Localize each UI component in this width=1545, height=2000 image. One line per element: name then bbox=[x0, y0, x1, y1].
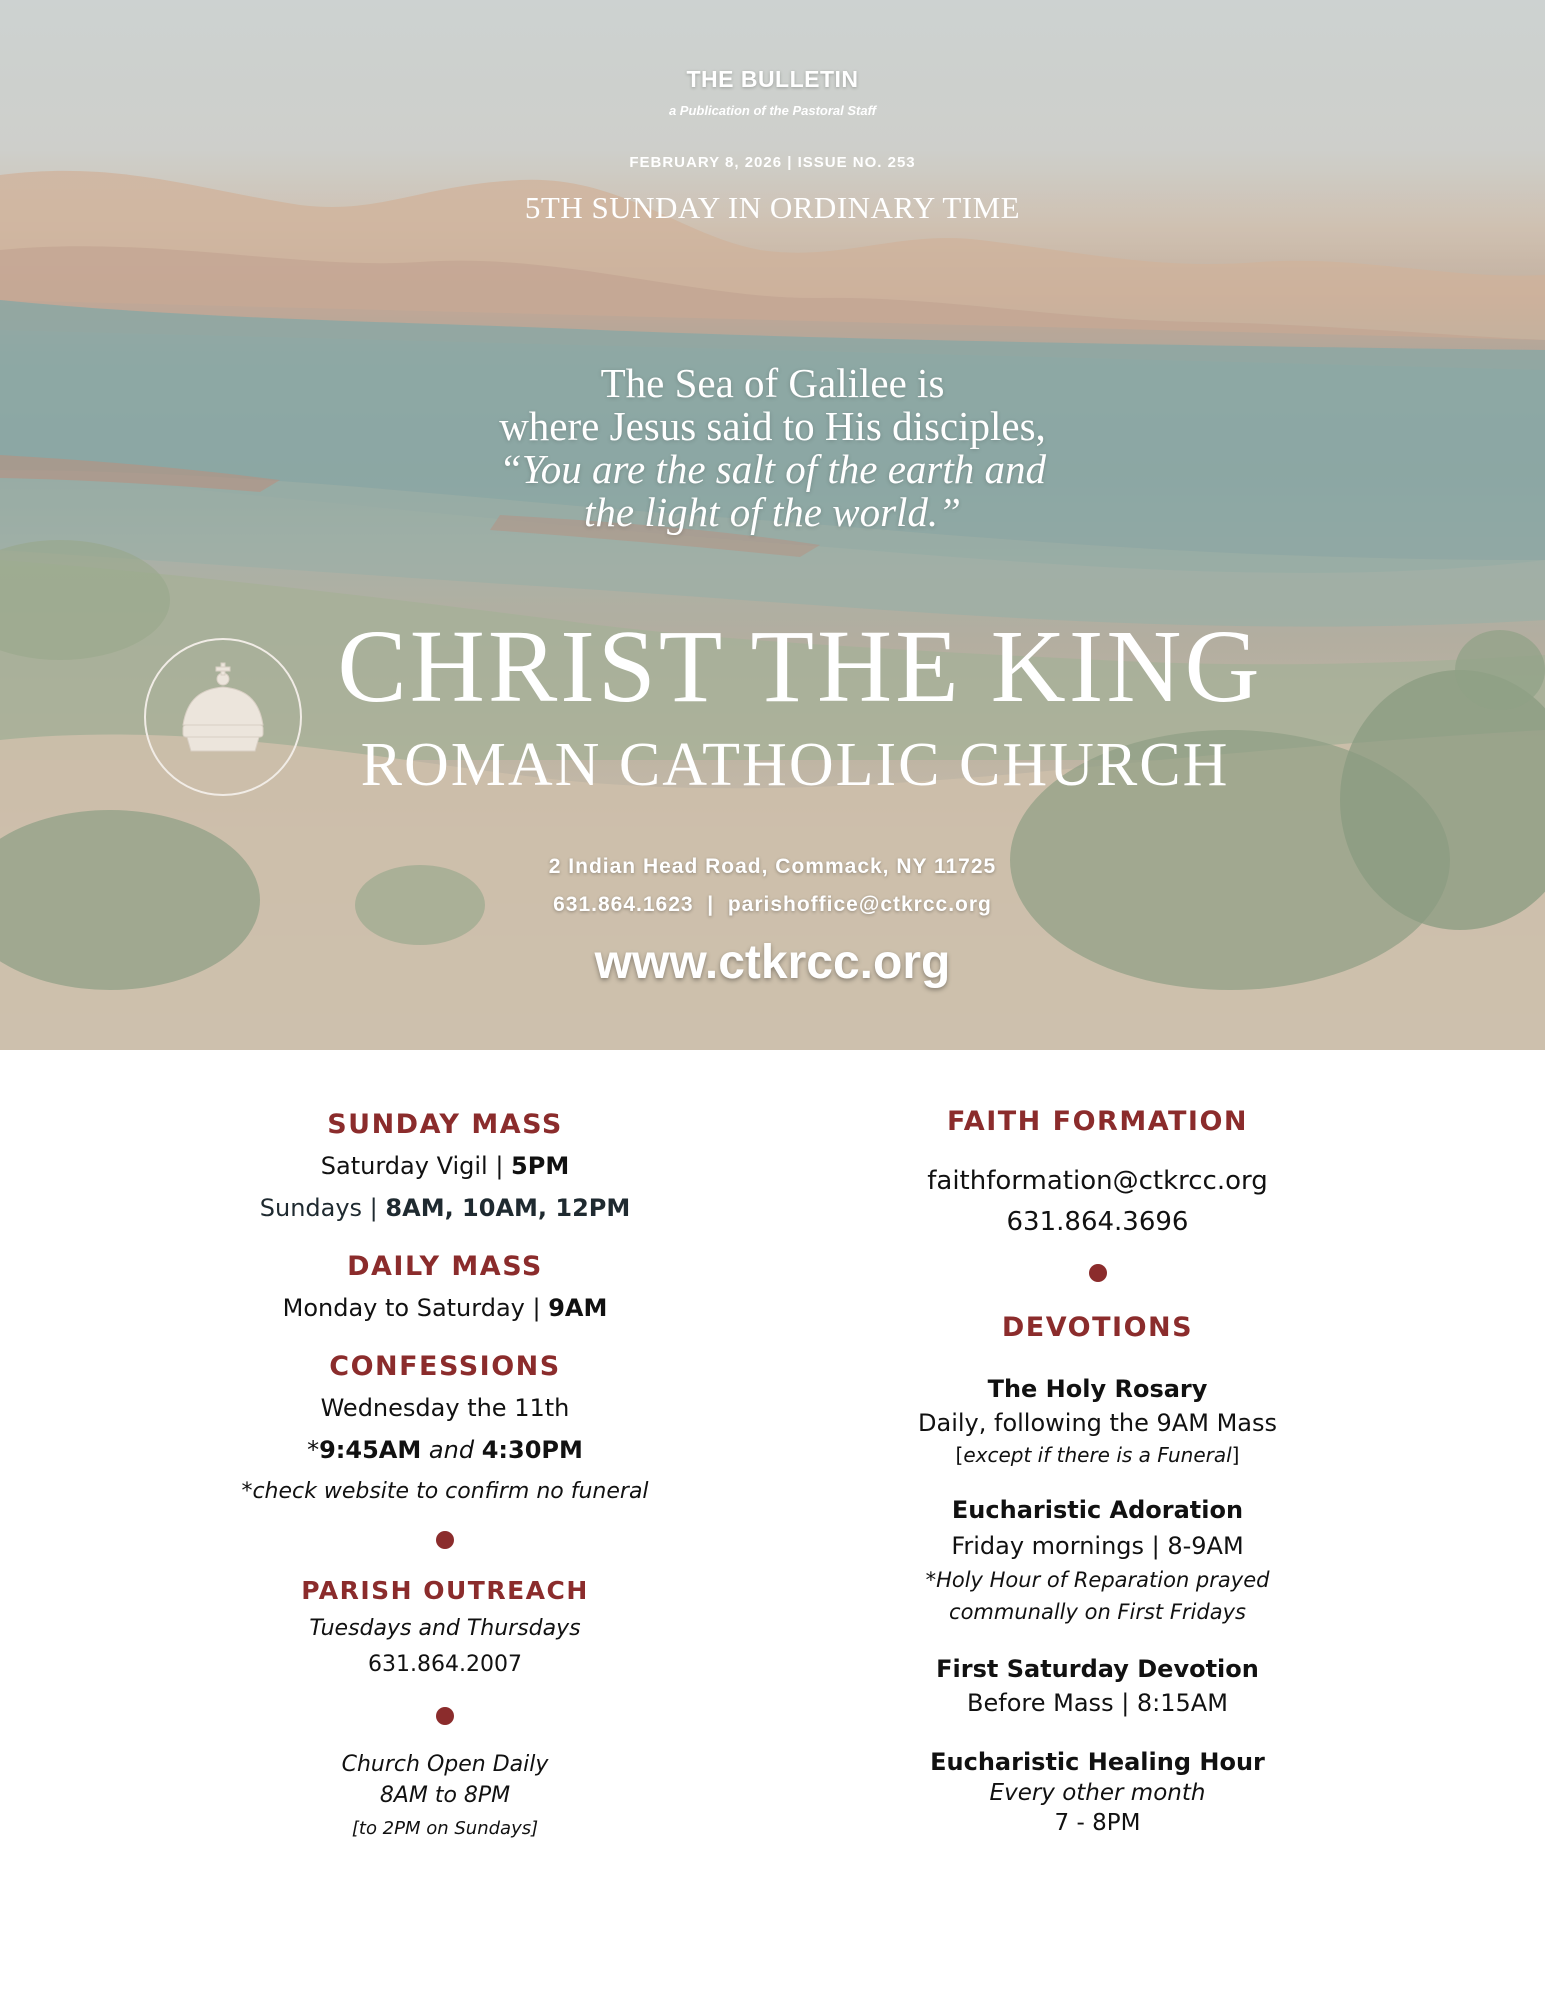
bulletin-title: THE BULLETIN bbox=[686, 66, 859, 92]
rosary-note-close: ] bbox=[1231, 1443, 1240, 1467]
quote-line-2: where Jesus said to His disciples, bbox=[499, 403, 1046, 449]
sunday-mass-heading: SUNDAY MASS bbox=[327, 1109, 563, 1140]
sundays-label: Sundays | bbox=[259, 1194, 378, 1222]
separator-dot-icon bbox=[436, 1707, 454, 1725]
liturgical-day: 5TH SUNDAY IN ORDINARY TIME bbox=[524, 190, 1021, 225]
left-column bbox=[200, 1105, 690, 1847]
first-saturday-schedule: Before Mass | 8:15AM bbox=[967, 1689, 1228, 1717]
church-name: CHRIST THE KING bbox=[337, 609, 1263, 724]
church-hours-line-2: 8AM to 8PM bbox=[379, 1783, 511, 1808]
right-column bbox=[850, 1102, 1345, 1838]
adoration-note-2: communally on First Fridays bbox=[949, 1600, 1246, 1624]
vigil-time: 5PM bbox=[511, 1152, 570, 1180]
outreach-phone: 631.864.2007 bbox=[368, 1652, 522, 1677]
church-website-link[interactable]: www.ctkrcc.org bbox=[594, 936, 951, 989]
rosary-title: The Holy Rosary bbox=[987, 1375, 1208, 1403]
separator-dot-icon bbox=[1089, 1264, 1107, 1282]
bulletin-subtitle: a Publication of the Pastoral Staff bbox=[668, 103, 877, 118]
sundays-times: 8AM, 10AM, 12PM bbox=[385, 1194, 631, 1222]
sundays-line bbox=[200, 1187, 690, 1229]
church-contact: 631.864.1623 | parishoffice@ctkrcc.org bbox=[553, 893, 992, 916]
adoration-schedule: Friday mornings | 8-9AM bbox=[951, 1532, 1244, 1560]
confessions-joiner: and bbox=[428, 1436, 475, 1464]
healing-hour-frequency: Every other month bbox=[989, 1780, 1206, 1806]
faith-formation-email-link[interactable]: faithformation@ctkrcc.org bbox=[927, 1166, 1268, 1196]
outreach-heading: PARISH OUTREACH bbox=[301, 1576, 589, 1605]
church-address: 2 Indian Head Road, Commack, NY 11725 bbox=[548, 855, 997, 878]
quote-line-4: the light of the world.” bbox=[584, 489, 961, 535]
separator-dot-icon bbox=[436, 1531, 454, 1549]
healing-hour-title: Eucharistic Healing Hour bbox=[930, 1748, 1265, 1776]
daily-mass-time: 9AM bbox=[548, 1294, 608, 1322]
confessions-heading: CONFESSIONS bbox=[329, 1351, 561, 1382]
rosary-note-open: [ bbox=[955, 1443, 964, 1467]
faith-formation-heading: FAITH FORMATION bbox=[946, 1106, 1249, 1137]
quote-line-3: “You are the salt of the earth and bbox=[498, 446, 1047, 492]
devotions-heading: DEVOTIONS bbox=[1001, 1312, 1194, 1343]
scripture-quote bbox=[0, 362, 1545, 534]
vigil-label: Saturday Vigil | bbox=[320, 1152, 504, 1180]
church-subtitle: ROMAN CATHOLIC CHURCH bbox=[360, 731, 1230, 799]
church-phone: 631.864.1623 bbox=[553, 893, 694, 916]
adoration-note-1: *Holy Hour of Reparation prayed bbox=[925, 1568, 1270, 1592]
healing-hour-time: 7 - 8PM bbox=[1054, 1810, 1141, 1836]
confessions-times bbox=[200, 1429, 690, 1471]
confessions-note: *check website to confirm no funeral bbox=[241, 1479, 649, 1504]
confessions-time-1: 9:45AM bbox=[319, 1436, 422, 1464]
confessions-time-2: 4:30PM bbox=[481, 1436, 583, 1464]
vigil-line bbox=[200, 1145, 690, 1187]
church-hours-line-3: [to 2PM on Sundays] bbox=[351, 1818, 539, 1839]
confessions-asterisk: * bbox=[307, 1436, 320, 1464]
quote-line-1: The Sea of Galilee is bbox=[600, 360, 945, 406]
daily-mass-heading: DAILY MASS bbox=[347, 1251, 543, 1282]
rosary-schedule: Daily, following the 9AM Mass bbox=[918, 1409, 1277, 1437]
first-saturday-title: First Saturday Devotion bbox=[936, 1655, 1259, 1683]
faith-formation-phone: 631.864.3696 bbox=[1006, 1207, 1189, 1237]
issue-date: FEBRUARY 8, 2026 | ISSUE NO. 253 bbox=[629, 154, 916, 171]
church-email-link[interactable]: parishoffice@ctkrcc.org bbox=[727, 893, 992, 916]
rosary-note bbox=[850, 1440, 1345, 1470]
rosary-note-text: except if there is a Funeral bbox=[963, 1443, 1232, 1467]
confessions-day: Wednesday the 11th bbox=[320, 1394, 570, 1422]
outreach-days: Tuesdays and Thursdays bbox=[309, 1616, 581, 1641]
adoration-title: Eucharistic Adoration bbox=[951, 1496, 1244, 1524]
church-hours-line-1: Church Open Daily bbox=[341, 1752, 549, 1777]
daily-mass-line bbox=[200, 1287, 690, 1329]
daily-mass-label: Monday to Saturday | bbox=[282, 1294, 541, 1322]
